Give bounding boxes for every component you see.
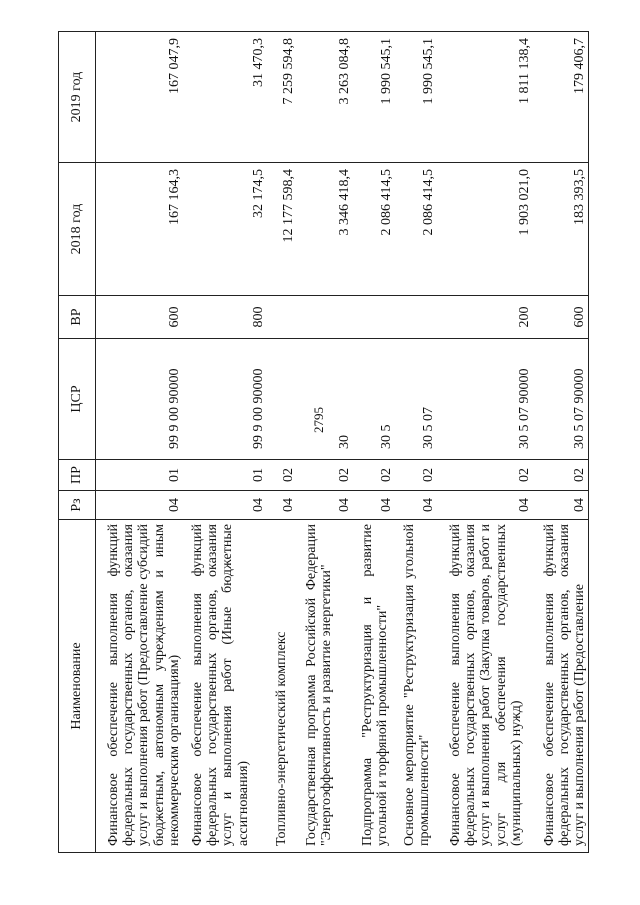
row-csr: 30 5 07 90000: [532, 339, 588, 460]
row-2019: 31 470,3: [182, 32, 266, 163]
row-csr: 30 5: [352, 339, 394, 460]
row-pr: 02: [266, 460, 296, 491]
row-pr: 01: [96, 460, 183, 491]
row-name: Основное мероприятие "Реструктуризация угольной промышленности": [394, 520, 436, 853]
row-name: Финансовое обеспечение выполнения функций федеральных государственных органов, оказания услуг и выполнения работ (Закупка товаров, работ и услуг для обеспечения государственных (муниципальных) нужд): [436, 520, 532, 853]
table-row: [352, 32, 394, 853]
row-rz: 04: [436, 491, 532, 520]
row-2018: 1 903 021,0: [436, 163, 532, 296]
header-2018: 2018 год: [59, 163, 96, 296]
row-rz: 04: [394, 491, 436, 520]
row-2018: 3 346 418,4: [296, 163, 352, 296]
row-vr: [394, 296, 436, 339]
header-2019: 2019 год: [59, 32, 96, 163]
table-header-row: [59, 32, 96, 853]
header-csr: ЦСР: [59, 339, 96, 460]
table-row: [436, 32, 532, 853]
table-row: [532, 32, 588, 853]
row-name: Финансовое обеспечение выполнения функций федеральных государственных органов, оказания услуг и выполнения работ (Предоставление: [532, 520, 588, 853]
row-2019: 1 990 545,1: [394, 32, 436, 163]
row-vr: 600: [532, 296, 588, 339]
table-row: [266, 32, 296, 853]
row-rz: 04: [532, 491, 588, 520]
row-pr: 02: [436, 460, 532, 491]
row-pr: 02: [532, 460, 588, 491]
row-2019: 179 406,7: [532, 32, 588, 163]
table-row: [394, 32, 436, 853]
row-pr: 02: [352, 460, 394, 491]
header-rz: Рз: [59, 491, 96, 520]
row-rz: 04: [296, 491, 352, 520]
budget-table: [58, 31, 589, 853]
row-rz: 04: [182, 491, 266, 520]
row-2018: 12 177 598,4: [266, 163, 296, 296]
table-row: [296, 32, 352, 853]
row-2019: 7 259 594,8: [266, 32, 296, 163]
row-vr: [296, 296, 352, 339]
row-2018: 2 086 414,5: [394, 163, 436, 296]
header-name: Наименование: [59, 520, 96, 853]
row-name: Топливно-энергетический комплекс: [266, 520, 296, 853]
row-vr: [352, 296, 394, 339]
row-name: Финансовое обеспечение выполнения функций федеральных государственных органов, оказания услуг и выполнения работ (Иные бюджетные ассигнования): [182, 520, 266, 853]
row-vr: 800: [182, 296, 266, 339]
row-rz: 04: [352, 491, 394, 520]
row-pr: 02: [394, 460, 436, 491]
row-rz: 04: [266, 491, 296, 520]
row-name: Финансовое обеспечение выполнения функций федеральных государственных органов, оказания услуг и выполнения работ (Предоставление субсидий бюджетным, автономным учреждениям и иным некоммерческим организациям): [96, 520, 183, 853]
header-pr: ПР: [59, 460, 96, 491]
row-2019: 1 990 545,1: [352, 32, 394, 163]
table-row: [96, 32, 183, 853]
row-vr: [266, 296, 296, 339]
header-vr: ВР: [59, 296, 96, 339]
row-vr: 600: [96, 296, 183, 339]
row-2019: 3 263 084,8: [296, 32, 352, 163]
row-2018: 167 164,3: [96, 163, 183, 296]
row-csr: 99 9 00 90000: [182, 339, 266, 460]
row-name: Подпрограмма "Реструктуризация и развитие угольной и торфяной промышленности": [352, 520, 394, 853]
row-csr: [266, 339, 296, 460]
row-csr: 30 5 07 90000: [436, 339, 532, 460]
row-2018: 32 174,5: [182, 163, 266, 296]
row-vr: 200: [436, 296, 532, 339]
budget-table-sheet: [58, 38, 613, 853]
row-2019: 1 811 138,4: [436, 32, 532, 163]
table-row: [182, 32, 266, 853]
row-csr: 30 5 07: [394, 339, 436, 460]
row-pr: 01: [182, 460, 266, 491]
row-2019: 167 047,9: [96, 32, 183, 163]
row-csr: 30: [296, 339, 352, 460]
row-name: Государственная программа Российской Федерации "Энергоэффективность и развитие энергетики": [296, 520, 352, 853]
row-csr: 99 9 00 90000: [96, 339, 183, 460]
row-2018: 183 393,5: [532, 163, 588, 296]
row-2018: 2 086 414,5: [352, 163, 394, 296]
row-rz: 04: [96, 491, 183, 520]
page-number: 2795: [311, 407, 326, 433]
row-pr: 02: [296, 460, 352, 491]
